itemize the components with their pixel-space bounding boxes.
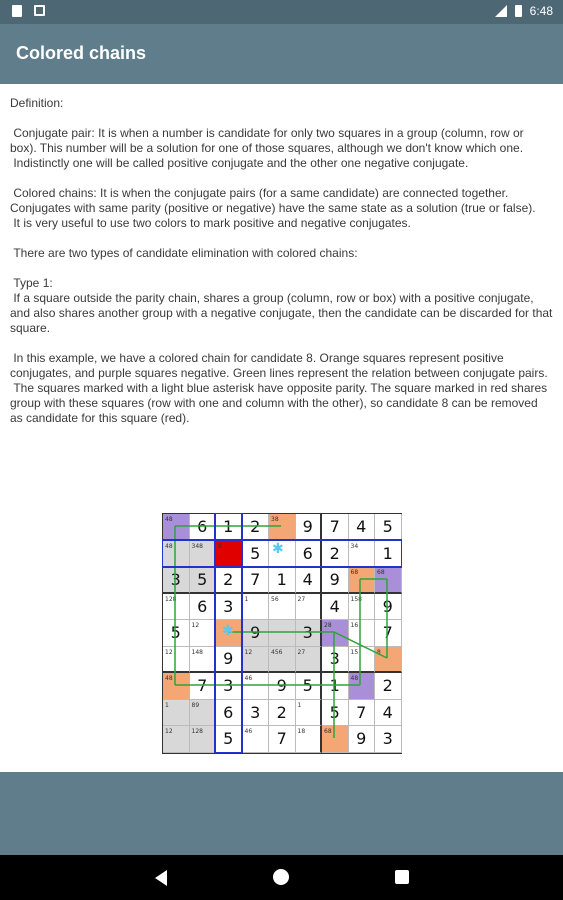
cell-candidates: 348 [191, 542, 203, 550]
sudoku-cell [163, 726, 190, 753]
sudoku-cell [349, 620, 376, 647]
sudoku-cell [269, 726, 296, 753]
sudoku-cell [243, 620, 270, 647]
sudoku-cell [163, 700, 190, 727]
sudoku-cell [163, 620, 190, 647]
paragraph-gap [10, 171, 553, 186]
sudoku-cell [243, 567, 270, 594]
sudoku-cell [216, 673, 243, 700]
cell-candidates: 16 [350, 622, 359, 629]
sudoku-cell [243, 726, 270, 753]
sudoku-cell [269, 647, 296, 674]
sudoku-cell [216, 541, 243, 568]
sudoku-cell [269, 514, 296, 541]
cell-candidates: 158 [350, 595, 362, 603]
cell-value: 2 [223, 569, 234, 589]
sudoku-cell [296, 567, 323, 594]
cell-candidates: 27 [297, 648, 306, 656]
sudoku-cell [269, 594, 296, 621]
paragraph: In this example, we have a colored chain for candidate 8. Orange squares represent positive conjugates, and purple squares negative. Green lines represent the relation between conjugate pairs. The squares marked with a light blue asterisk have opposite parity. The square marked in red shares group with these squares (row with one and column with the other), so candidate 8 can be removed as candidate for this square (red). [10, 351, 548, 425]
sudoku-cell [243, 673, 270, 700]
cell-value: 3 [329, 649, 340, 669]
sudoku-example [162, 513, 402, 753]
cell-candidates: 28 [324, 622, 332, 629]
bottom-panel [0, 772, 563, 855]
sudoku-cell [163, 567, 190, 594]
sudoku-cell [190, 700, 217, 727]
sudoku-cell [349, 700, 376, 727]
cell-value: 4 [329, 596, 340, 616]
sudoku-cell [190, 726, 217, 753]
cell-value: 6 [223, 702, 234, 722]
cell-value: 1 [329, 676, 340, 696]
cell-value: 9 [276, 676, 287, 696]
cell-candidates: 27 [297, 595, 306, 603]
cell-candidates: 8 [377, 648, 381, 656]
cell-value: 5 [197, 569, 208, 589]
cell-value: 9 [382, 596, 393, 616]
cell-value: 2 [382, 676, 393, 696]
sd-card-icon [12, 5, 22, 17]
sudoku-cell [322, 620, 349, 647]
cell-value: 9 [356, 729, 367, 749]
cell-candidates: 68 [324, 728, 332, 735]
sudoku-cell [190, 594, 217, 621]
signal-icon [495, 5, 507, 17]
sudoku-cell [163, 647, 190, 674]
sudoku-cell [190, 673, 217, 700]
sudoku-cell [216, 514, 243, 541]
cell-candidates: 15 [350, 648, 359, 656]
cell-value: 4 [302, 569, 313, 589]
cell-value: 3 [223, 676, 234, 696]
cell-value: 1 [223, 517, 234, 537]
sudoku-cell [349, 514, 376, 541]
cell-value: 3 [250, 702, 261, 722]
sudoku-cell [296, 647, 323, 674]
navigation-bar [0, 855, 563, 900]
cell-value: 7 [382, 623, 393, 643]
sudoku-cell [216, 620, 243, 647]
cell-value: 2 [276, 702, 287, 722]
sudoku-cell [322, 673, 349, 700]
sudoku-cell [296, 541, 323, 568]
sudoku-cell [349, 726, 376, 753]
sudoku-cell [375, 726, 402, 753]
sudoku-cell [322, 514, 349, 541]
sudoku-cell [322, 567, 349, 594]
sudoku-cell [243, 514, 270, 541]
paragraph-gap [10, 336, 553, 351]
sudoku-cell [296, 726, 323, 753]
app-bar [0, 24, 563, 84]
sudoku-grid [162, 513, 402, 754]
cell-candidates: 48 [165, 516, 173, 523]
cell-candidates: 48 [165, 675, 173, 682]
sudoku-cell [375, 700, 402, 727]
cell-value: 3 [382, 729, 393, 749]
recent-apps-icon[interactable] [395, 870, 409, 884]
cell-candidates: 1 [297, 701, 302, 709]
sudoku-cell [269, 673, 296, 700]
cell-candidates: 1 [244, 595, 249, 603]
sudoku-cell [216, 594, 243, 621]
sudoku-cell [216, 647, 243, 674]
back-icon[interactable] [155, 870, 167, 886]
sudoku-cell [375, 647, 402, 674]
sudoku-cell [296, 700, 323, 727]
sudoku-cell [349, 647, 376, 674]
sudoku-cell [296, 514, 323, 541]
cell-candidates: 12 [191, 622, 200, 629]
cell-value: 7 [250, 569, 261, 589]
cell-candidates: 8 [218, 542, 222, 550]
cell-value: 9 [223, 649, 234, 669]
sudoku-cell [296, 620, 323, 647]
cell-value: 5 [302, 676, 313, 696]
status-time: 6:48 [529, 4, 553, 18]
cell-value: 6 [302, 543, 313, 563]
sudoku-cell [296, 673, 323, 700]
paragraph: Conjugate pair: It is when a number is candidate for only two squares in a group (column, row or box). This number will be a solution for one of those squares, although we don't know which one. Indistinctly one will be called positive conjugate and the other one negative conjugate. [10, 126, 524, 170]
sudoku-cell [269, 700, 296, 727]
cell-value: 7 [197, 676, 208, 696]
cell-candidates: 128 [191, 728, 203, 735]
cell-candidates: 56 [271, 595, 279, 603]
paragraph-gap [10, 261, 553, 276]
cell-value: 5 [223, 729, 234, 749]
sudoku-cell [349, 541, 376, 568]
cell-value: 2 [329, 543, 340, 563]
cell-candidates: 456 [271, 648, 283, 656]
sudoku-cell [322, 647, 349, 674]
sudoku-cell [375, 541, 402, 568]
sudoku-cell [322, 700, 349, 727]
sudoku-cell [190, 567, 217, 594]
cell-candidates: 148 [191, 648, 203, 656]
sudoku-cell [349, 673, 376, 700]
sudoku-cell [375, 673, 402, 700]
cell-value: 1 [382, 543, 393, 563]
sudoku-cell [322, 594, 349, 621]
sudoku-cell [190, 620, 217, 647]
paragraph: Type 1: If a square outside the parity chain, shares a group (column, row or box) with a positive conjugate, and also shares another group with a negative conjugate, then the candidate can be discarded for that square. [10, 276, 553, 335]
sudoku-cell [296, 594, 323, 621]
sudoku-cell [243, 647, 270, 674]
cell-candidates: 12 [165, 648, 173, 656]
sudoku-cell [216, 726, 243, 753]
cell-value: 5 [329, 702, 340, 722]
cell-candidates: 46 [244, 728, 253, 735]
paragraph-gap [10, 231, 553, 246]
home-icon[interactable] [273, 869, 289, 885]
cell-value: 2 [250, 517, 261, 537]
sudoku-cell [190, 514, 217, 541]
cell-candidates: 48 [350, 675, 359, 682]
paragraph: Colored chains: It is when the conjugate pairs (for a same candidate) are connected together. Conjugates with same parity (positive or negative) have the same state as a solution (true or false). It is very useful to use two colors to mark positive and negative conjugates. [10, 186, 536, 230]
cell-value: 5 [250, 543, 261, 563]
paragraph: There are two types of candidate elimination with colored chains: [10, 246, 358, 260]
sudoku-cell [190, 541, 217, 568]
sudoku-cell [349, 594, 376, 621]
paragraph: Definition: [10, 96, 64, 110]
sudoku-cell [375, 567, 402, 594]
cell-value: 5 [382, 517, 393, 537]
cell-candidates: 48 [165, 542, 173, 550]
cell-value: 3 [302, 623, 313, 643]
sudoku-cell [322, 541, 349, 568]
cell-value: 7 [276, 729, 287, 749]
asterisk-marker: ✱ [222, 623, 234, 639]
status-bar [0, 0, 563, 24]
cell-candidates: 12 [165, 728, 173, 735]
photo-icon [34, 5, 45, 16]
cell-value: 4 [382, 702, 393, 722]
sudoku-cell [322, 726, 349, 753]
asterisk-marker: ✱ [272, 541, 284, 557]
cell-candidates: 68 [377, 569, 385, 576]
cell-value: 5 [170, 623, 181, 643]
cell-value: 6 [197, 517, 208, 537]
cell-value: 9 [302, 517, 313, 537]
sudoku-cell [216, 700, 243, 727]
sudoku-cell [243, 594, 270, 621]
sudoku-cell [190, 647, 217, 674]
sudoku-cell [269, 567, 296, 594]
sudoku-cell [163, 673, 190, 700]
cell-candidates: 46 [244, 675, 253, 682]
sudoku-cell [163, 594, 190, 621]
cell-value: 4 [356, 517, 367, 537]
sudoku-cell [375, 620, 402, 647]
description-text [10, 96, 553, 426]
page-title: Colored chains [16, 43, 147, 63]
cell-value: 9 [250, 623, 261, 643]
cell-candidates: 34 [350, 542, 359, 550]
cell-value: 3 [223, 596, 234, 616]
battery-icon [515, 5, 522, 17]
cell-candidates: 128 [165, 595, 177, 603]
cell-value: 7 [356, 702, 367, 722]
sudoku-cell [349, 567, 376, 594]
cell-candidates: 18 [297, 728, 306, 735]
sudoku-cell [269, 541, 296, 568]
cell-value: 3 [170, 569, 181, 589]
cell-candidates: 12 [244, 648, 253, 656]
cell-value: 7 [329, 517, 340, 537]
sudoku-cell [375, 594, 402, 621]
sudoku-cell [216, 567, 243, 594]
sudoku-cell [375, 514, 402, 541]
sudoku-cell [269, 620, 296, 647]
sudoku-cell [163, 541, 190, 568]
cell-value: 6 [197, 596, 208, 616]
paragraph-gap [10, 111, 553, 126]
cell-candidates: 68 [350, 569, 359, 576]
sudoku-cell [243, 541, 270, 568]
cell-value: 1 [276, 569, 287, 589]
cell-candidates: 1 [165, 701, 169, 709]
sudoku-cell [243, 700, 270, 727]
cell-value: 9 [329, 569, 340, 589]
sudoku-cell [163, 514, 190, 541]
cell-candidates: 38 [271, 516, 279, 523]
cell-candidates: 89 [191, 701, 200, 709]
